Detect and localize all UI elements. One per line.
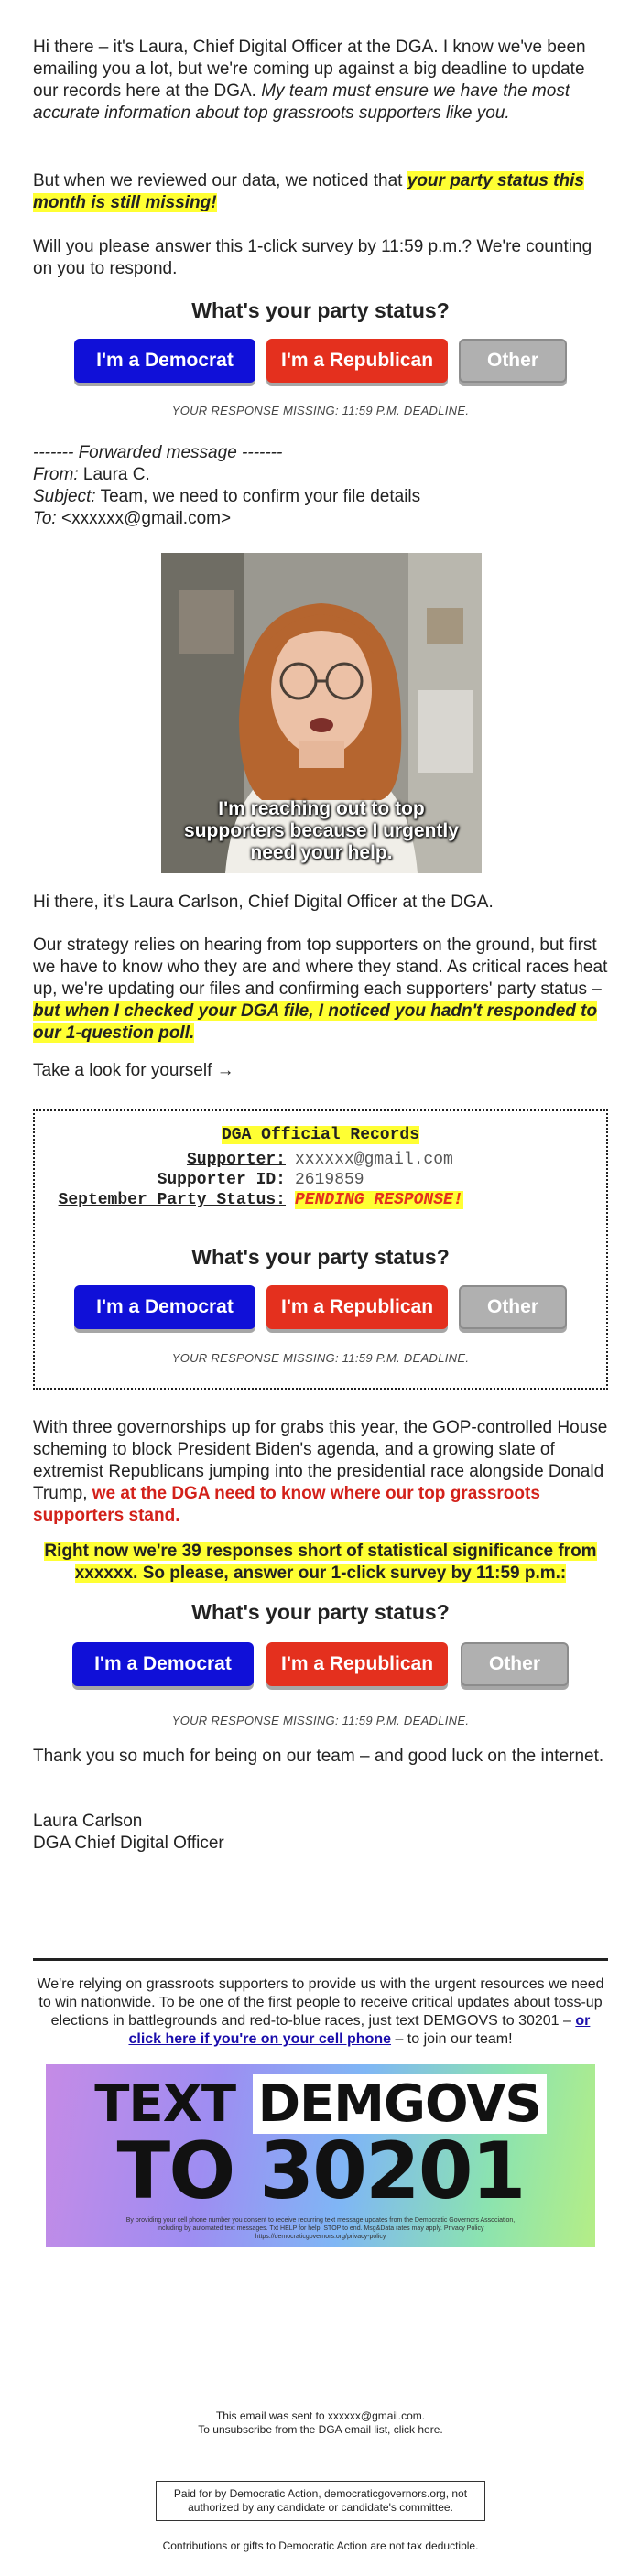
supporter-label: Supporter: — [186, 1151, 286, 1169]
supporter-id-value: 2619859 — [295, 1171, 364, 1189]
party-status-label: September Party Status: — [58, 1191, 286, 1209]
missing-status-text: But when we reviewed our data, we noticed that — [33, 171, 407, 190]
text-demgovs-banner[interactable] — [46, 2064, 595, 2247]
look-prompt: Take a look for yourself → — [33, 1061, 234, 1080]
deadline-notice: YOUR RESPONSE MISSING: 11:59 P.M. DEADLINE. — [171, 1351, 470, 1365]
republican-button[interactable]: I'm a Republican — [266, 1285, 448, 1329]
survey-buttons-final — [33, 1642, 608, 1686]
sms-text-2: – to join our team! — [391, 2031, 513, 2047]
survey-question: What's your party status? — [191, 1600, 450, 1624]
signature-name: Laura Carlson — [33, 1812, 143, 1831]
paid-for-box — [156, 2481, 485, 2521]
republican-button[interactable]: I'm a Republican — [266, 339, 448, 383]
signature-title: DGA Chief Digital Officer — [33, 1834, 224, 1853]
governorships-red: we at the DGA need to know where our top grassroots supporters stand. — [33, 1484, 540, 1525]
party-status-value: PENDING RESPONSE! — [295, 1191, 463, 1209]
other-button[interactable]: Other — [459, 1285, 567, 1329]
caption-line-2: supporters because I urgently — [184, 820, 459, 841]
intro-paragraph — [33, 37, 608, 124]
caption-line-3: need your help. — [250, 842, 393, 863]
from-label: From: — [33, 465, 79, 484]
footer-divider — [33, 1958, 608, 1961]
email-footer — [33, 2409, 608, 2437]
paid-for-text: Paid for by Democratic Action, democraticgovernors.org, not authorized by any candidate or candidate's committee. — [173, 2487, 468, 2514]
signature — [33, 1811, 608, 1855]
caption-line-1: I'm reaching out to top — [218, 798, 425, 819]
forwarded-header-block — [33, 442, 608, 530]
statistical-callout — [33, 1541, 608, 1585]
records-fields — [35, 1150, 606, 1210]
greeting: Hi there, it's Laura Carlson, Chief Digital Officer at the DGA. — [33, 893, 494, 912]
banner-text-label: TEXT — [94, 2074, 236, 2134]
sms-signup-link[interactable]: or click here if you're on your cell phone — [128, 2013, 591, 2047]
forwarded-header: ------- Forwarded message ------- — [33, 443, 283, 462]
strategy-paragraph — [33, 935, 608, 1044]
supporter-value: xxxxxx@gmail.com — [295, 1151, 453, 1169]
governorships-paragraph — [33, 1417, 608, 1527]
official-records-box — [33, 1109, 608, 1390]
to-label: To: — [33, 509, 57, 528]
subject-label: Subject: — [33, 487, 96, 506]
sent-to-notice: This email was sent to xxxxxx@gmail.com. — [215, 2409, 426, 2422]
banner-shortcode: TO 30201 — [116, 2126, 525, 2217]
republican-button[interactable]: I'm a Republican — [266, 1642, 448, 1686]
records-survey-buttons — [35, 1285, 606, 1329]
other-button[interactable]: Other — [461, 1642, 569, 1686]
democrat-button[interactable]: I'm a Democrat — [74, 1285, 255, 1329]
unsubscribe-link[interactable]: To unsubscribe from the DGA email list, click here. — [198, 2423, 443, 2436]
supporter-id-label: Supporter ID: — [157, 1171, 286, 1189]
subject-value: Team, we need to confirm your file details — [100, 487, 421, 506]
from-value: Laura C. — [82, 465, 150, 484]
records-survey-question: What's your party status? — [191, 1245, 450, 1269]
to-value: <xxxxxx@gmail.com> — [61, 509, 232, 528]
intro-emphasis: My team must ensure we have the most accurate information about top grassroots supporters like you. — [33, 81, 570, 123]
banner-keyword: DEMGOVS — [253, 2074, 547, 2134]
governorships-text: With three governorships up for grabs this year, the GOP-controlled House scheming to block President Biden's agenda, and a growing slate of extremist Republicans jumping into the presidential race alongside Donald Trump, — [33, 1418, 608, 1503]
thanks-paragraph: Thank you so much for being on our team – and good luck on the internet. — [33, 1747, 604, 1766]
banner-fine-print: By providing your cell phone number you consent to receive recurring text message updates from the Democratic Governors Association, including by automated text messages. Txt HELP for help, STOP to end. Msg&Data rates may apply. Privacy Policy https://democraticgovernors.org/privacy-policy — [125, 2217, 516, 2240]
democrat-button[interactable]: I'm a Democrat — [72, 1642, 254, 1686]
intro-text: Hi there – it's Laura, Chief Digital Officer at the DGA. I know we've been emailing you a lot, but we're coming up against a big deadline to update our records here at the DGA. — [33, 38, 586, 101]
video-caption — [161, 798, 482, 864]
deadline-notice: YOUR RESPONSE MISSING: 11:59 P.M. DEADLINE. — [171, 404, 470, 417]
callout-text: Right now we're 39 responses short of statistical significance from xxxxxx. So please, answer our 1-click survey by 11:59 p.m.: — [44, 1542, 597, 1583]
other-button[interactable]: Other — [459, 339, 567, 383]
strategy-text: Our strategy relies on hearing from top supporters on the ground, but first we have to know who they are and where they stand. As critical races heat up, we're updating our files and confirming each supporters' party status – — [33, 936, 608, 999]
missing-status-highlight: your party status this month is still missing! — [33, 171, 584, 212]
records-title: DGA Official Records — [221, 1126, 420, 1144]
missing-status-paragraph — [33, 170, 608, 214]
deadline-notice: YOUR RESPONSE MISSING: 11:59 P.M. DEADLINE. — [171, 1714, 470, 1727]
survey-request: Will you please answer this 1-click survey by 11:59 p.m.? We're counting on you to respond. — [33, 237, 592, 278]
survey-buttons — [33, 339, 608, 383]
contributions-notice: Contributions or gifts to Democratic Action are not tax deductible. — [162, 2539, 479, 2552]
video-thumbnail[interactable] — [161, 553, 482, 873]
survey-question: What's your party status? — [191, 298, 450, 322]
sms-signup-text — [33, 1975, 608, 2049]
strategy-highlight: but when I checked your DGA file, I noticed you hadn't responded to our 1-question poll. — [33, 1001, 598, 1043]
sms-text-1: We're relying on grassroots supporters to provide us with the urgent resources we need to win nationwide. To be one of the first people to receive critical updates about toss-up elections in battlegrounds and red-to-blue races, just text DEMGOVS to 30201 – — [37, 1976, 604, 2029]
democrat-button[interactable]: I'm a Democrat — [74, 339, 255, 383]
